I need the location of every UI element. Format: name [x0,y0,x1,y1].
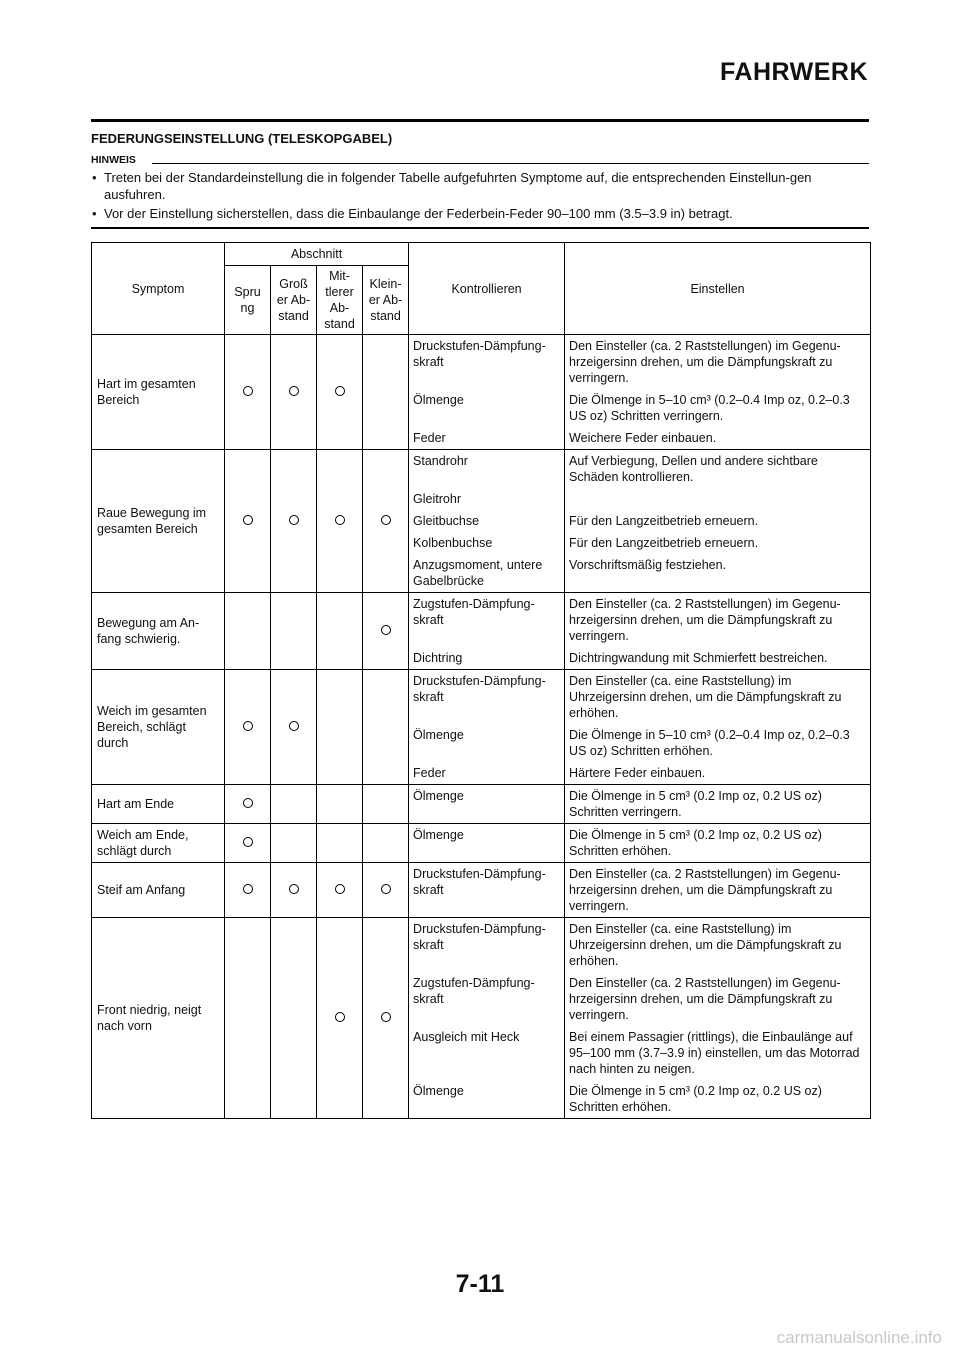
section-mark-cell [225,785,271,824]
circle-mark-icon [243,798,253,808]
action-cell [565,785,871,824]
circle-mark-icon [289,515,299,525]
circle-mark-icon [289,884,299,894]
circle-mark-icon [381,884,391,894]
section-mark-cell [363,335,409,450]
section-mark-cell [271,335,317,450]
section-mark-cell [363,785,409,824]
action-item: Die Ölmenge in 5 cm³ (0.2 Imp oz, 0.2 US oz) Schritten erhöhen. [569,828,822,858]
check-item: Ölmenge [413,1084,464,1098]
symptom-cell: Weich am Ende, schlägt durch [92,824,225,863]
section-mark-cell [363,863,409,918]
section-mark-cell [271,918,317,1119]
circle-mark-icon [243,515,253,525]
check-item: Druckstufen-Dämpfung-skraft [413,339,546,369]
section-mark-cell [225,335,271,450]
section-mark-cell [317,593,363,670]
section-mark-cell [225,450,271,593]
check-cell [409,785,565,824]
check-item: Ölmenge [413,393,464,407]
action-item: Die Ölmenge in 5 cm³ (0.2 Imp oz, 0.2 US oz) Schritten verringern. [569,789,822,819]
action-item: Den Einsteller (ca. 2 Raststellungen) im Gegenu-hrzeigersinn drehen, um die Dämpfungskraft zu verringern. [569,976,841,1022]
check-item: Druckstufen-Dämpfung-skraft [413,674,546,704]
action-cell [565,335,871,450]
action-item: Den Einsteller (ca. 2 Raststellungen) im Gegenu-hrzeigersinn drehen, um die Dämpfungskraft zu verringern. [569,597,841,643]
circle-mark-icon [243,884,253,894]
table-row [92,593,871,670]
table-row [92,450,871,593]
note-item: • Vor der Einstellung sicherstellen, dass die Einbaulange der Federbein-Feder 90–100 mm (3.5–3.9 in) betragt. [91,205,869,222]
circle-mark-icon [335,1012,345,1022]
action-cell [565,593,871,670]
note-rule-bottom [91,227,869,229]
circle-mark-icon [289,386,299,396]
section-mark-cell [363,670,409,785]
section-mark-cell [271,593,317,670]
symptom-cell: Steif am Anfang [92,863,225,918]
section-mark-cell [363,824,409,863]
section-mark-cell [363,450,409,593]
check-item: Ölmenge [413,728,464,742]
header-mittlerer: Mit- tlerer Ab- stand [317,266,363,335]
header-rule [91,119,869,122]
action-item: Den Einsteller (ca. eine Raststellung) im Uhrzeigersinn drehen, um die Dämpfungskraft zu erhöhen. [569,922,842,968]
table-row [92,335,871,450]
action-item: Auf Verbiegung, Dellen und andere sichtbare Schäden kontrollieren. [569,454,818,484]
watermark: carmanualsonline.info [776,1328,942,1347]
header-symptom: Symptom [92,243,225,335]
header-klein: Klein- er Ab- stand [363,266,409,335]
section-mark-cell [317,335,363,450]
header-kontrollieren: Kontrollieren [409,243,565,335]
check-item: Gleitbuchse [413,514,480,528]
action-item: Die Ölmenge in 5–10 cm³ (0.2–0.4 Imp oz, 0.2–0.3 US oz) Schritten verringern. [569,393,850,423]
header-spru: Spru ng [225,266,271,335]
circle-mark-icon [381,515,391,525]
section-mark-cell [317,450,363,593]
symptom-cell: Weich im gesamten Bereich, schlägt durch [92,670,225,785]
action-item: Härtere Feder einbauen. [569,766,706,780]
section-mark-cell [271,824,317,863]
section-mark-cell [225,863,271,918]
section-mark-cell [363,593,409,670]
header-gross: Groß er Ab- stand [271,266,317,335]
table-row [92,824,871,863]
section-mark-cell [225,824,271,863]
section-mark-cell [317,670,363,785]
check-item: Druckstufen-Dämpfung-skraft [413,867,546,897]
section-mark-cell [317,918,363,1119]
action-cell [565,863,871,918]
section-mark-cell [225,670,271,785]
circle-mark-icon [243,386,253,396]
action-cell [565,450,871,593]
section-mark-cell [271,863,317,918]
section-mark-cell [271,785,317,824]
check-item: Kolbenbuchse [413,536,493,550]
check-cell [409,863,565,918]
section-mark-cell [271,670,317,785]
note-rule [152,163,869,164]
action-item: Die Ölmenge in 5 cm³ (0.2 Imp oz, 0.2 US oz) Schritten erhöhen. [569,1084,822,1114]
circle-mark-icon [289,721,299,731]
circle-mark-icon [243,837,253,847]
circle-mark-icon [381,1012,391,1022]
action-item: Für den Langzeitbetrieb erneuern. [569,514,759,528]
action-item: Für den Langzeitbetrieb erneuern. [569,536,759,550]
check-item: Zugstufen-Dämpfung-skraft [413,597,535,627]
check-cell [409,593,565,670]
action-item: Bei einem Passagier (rittlings), die Einbaulänge auf 95–100 mm (3.7–3.9 in) einstellen, um das Motorrad nach hinten zu neigen. [569,1030,860,1076]
check-cell [409,670,565,785]
symptom-cell: Front niedrig, neigt nach vorn [92,918,225,1119]
check-item: Anzugsmoment, untere Gabelbrücke [413,558,543,588]
note-list [91,169,869,224]
action-item: Den Einsteller (ca. 2 Raststellungen) im Gegenu-hrzeigersinn drehen, um die Dämpfungskraft zu verringern. [569,867,841,913]
section-mark-cell [363,918,409,1119]
table-row [92,785,871,824]
check-cell [409,450,565,593]
action-item: Den Einsteller (ca. eine Raststellung) im Uhrzeigersinn drehen, um die Dämpfungskraft zu erhöhen. [569,674,842,720]
check-cell [409,918,565,1119]
symptom-cell: Hart im gesamten Bereich [92,335,225,450]
check-cell [409,335,565,450]
circle-mark-icon [381,625,391,635]
check-item: Feder [413,766,446,780]
check-item: Ölmenge [413,828,464,842]
header-abschnitt: Abschnitt [225,243,409,266]
table-row [92,863,871,918]
page-number: 7-11 [455,1270,505,1298]
section-mark-cell [317,824,363,863]
symptom-cell: Raue Bewegung im gesamten Bereich [92,450,225,593]
check-item: Dichtring [413,651,463,665]
check-item: Druckstufen-Dämpfung-skraft [413,922,546,952]
section-mark-cell [225,593,271,670]
action-item: Dichtringwandung mit Schmierfett bestreichen. [569,651,828,665]
circle-mark-icon [243,721,253,731]
action-cell [565,670,871,785]
action-item [569,491,866,507]
symptom-cell: Bewegung am An-fang schwierig. [92,593,225,670]
adjustment-table [91,242,871,1119]
section-mark-cell [317,785,363,824]
action-item: Weichere Feder einbauen. [569,431,717,445]
circle-mark-icon [335,884,345,894]
section-mark-cell [317,863,363,918]
action-cell [565,918,871,1119]
note-label: HINWEIS [91,154,136,166]
table-body [92,335,871,1119]
symptom-cell: Hart am Ende [92,785,225,824]
circle-mark-icon [335,515,345,525]
check-item: Gleitrohr [413,492,461,506]
page-header-title: FAHRWERK [720,58,868,86]
header-einstellen: Einstellen [565,243,871,335]
action-item: Den Einsteller (ca. 2 Raststellungen) im Gegenu-hrzeigersinn drehen, um die Dämpfungskraft zu verringern. [569,339,841,385]
section-mark-cell [271,450,317,593]
action-cell [565,824,871,863]
action-item: Die Ölmenge in 5–10 cm³ (0.2–0.4 Imp oz, 0.2–0.3 US oz) Schritten erhöhen. [569,728,850,758]
section-mark-cell [225,918,271,1119]
check-item: Ölmenge [413,789,464,803]
section-title: FEDERUNGSEINSTELLUNG (TELESKOPGABEL) [91,131,393,146]
table-row [92,670,871,785]
table-row [92,918,871,1119]
check-item: Standrohr [413,454,468,468]
circle-mark-icon [335,386,345,396]
note-item: • Treten bei der Standardeinstellung die in folgender Tabelle aufgefuhrten Symptome auf, die entsprechenden Einstellun-gen ausfuhren. [91,169,869,203]
action-item: Vorschriftsmäßig festziehen. [569,558,727,572]
check-item: Zugstufen-Dämpfung-skraft [413,976,535,1006]
check-item: Ausgleich mit Heck [413,1030,520,1044]
check-item: Feder [413,431,446,445]
check-cell [409,824,565,863]
